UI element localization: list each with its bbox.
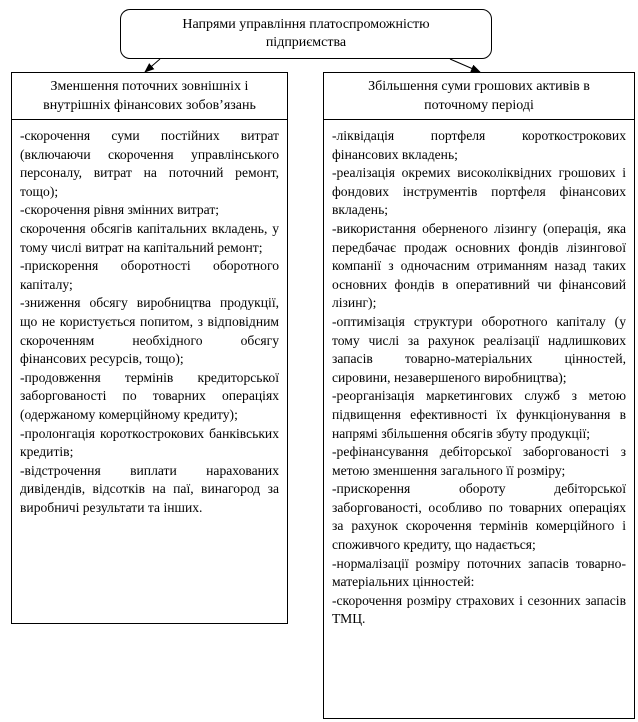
list-item: -скорочення суми постійних витрат (включаючи скорочення управлінського персоналу, витрат на поточний ремонт, тощо);: [20, 128, 279, 199]
list-item: -ліквідація портфеля короткострокових фінансових вкладень;: [332, 128, 626, 162]
list-item: -скорочення розміру страхових і сезонних запасів ТМЦ.: [332, 592, 626, 627]
list-item: -реорганізація маркетингових служб з метою підвищення ефективності їх функціонування в напрямі збільшення обсягів збуту продукції;: [332, 388, 626, 441]
list-item: -прискорення оборотності оборотного капіталу;: [20, 258, 279, 292]
list-item: -продовження термінів кредиторської заборгованості по товарних операціях (одержаному комерційному кредиту);: [20, 369, 279, 422]
arrow-to-left: [145, 59, 160, 72]
list-item: -використання оберненого лізингу (операція, яка передбачає продаж основних фондів лізингової компанії з одночасним отриманням назад таких основних фондів в оперативний чи фінансовий лізинг);: [332, 220, 626, 311]
list-item: -реалізація окремих високоліквідних грошових і фондових інструментів портфеля фінансових вкладень;: [332, 165, 626, 218]
list-item: -скорочення рівня змінних витрат;: [20, 202, 220, 218]
right-branch-list: [323, 119, 635, 719]
left-heading-line2: внутрішніх фінансових зобов’язань: [43, 98, 256, 113]
left-branch-heading: [11, 72, 288, 120]
right-heading-line2: поточному періоді: [424, 98, 534, 113]
left-heading-line1: Зменшення поточних зовнішніх і: [50, 79, 249, 94]
list-item: -пролонгація короткострокових банківських кредитів;: [20, 425, 279, 460]
list-item: -рефінансування дебіторської заборгованості з метою зменшення загального її розміру;: [332, 444, 626, 478]
right-branch-heading: [323, 72, 635, 120]
list-item: -відстрочення виплати нарахованих дивідендів, відсотків на паї, винагород за виробничі результати та інших.: [20, 462, 279, 515]
right-heading-line1: Збільшення суми грошових активів в: [368, 79, 590, 94]
arrow-to-right: [450, 59, 480, 72]
root-title-line2: підприємства: [265, 35, 347, 50]
list-item: -зниження обсягу виробництва продукції, що не користується попитом, з відповідним скороченням необхідного обсягу фінансових ресурсів, тощо);: [20, 295, 279, 367]
list-item: -прискорення обороту дебіторської заборгованості, особливо по товарних операціях за рахунок скорочення термінів комерційного і споживчого кредиту, що надається;: [332, 481, 626, 553]
root-title: [182, 16, 429, 52]
root-node: [120, 9, 492, 59]
list-item: -нормалізації розміру поточних запасів товарно-матеріальних цінностей:: [332, 555, 626, 590]
left-branch-list: [11, 119, 288, 624]
list-item: скорочення обсягів капітальних вкладень, у тому числі витрат на капітальний ремонт;: [20, 220, 279, 255]
root-title-line1: Напрями управління платоспроможністю: [182, 17, 430, 32]
list-item: -оптимізація структури оборотного капіталу (у тому числі за рахунок реалізації надлишкових запасів товарно-матеріальних цінностей, сировини, незавершеного виробництва);: [332, 313, 626, 385]
